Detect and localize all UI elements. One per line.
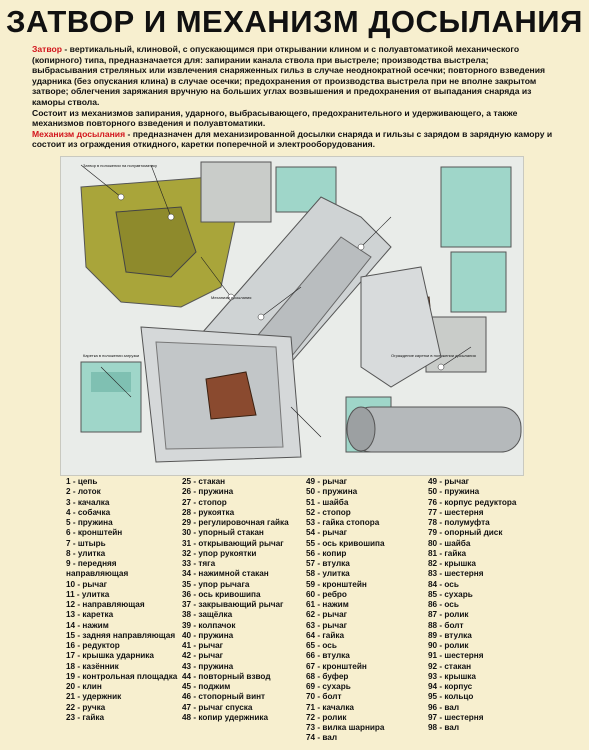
legend-item: 48 - копир удержника (182, 712, 269, 722)
legend-item: 12 - направляющая (66, 600, 145, 609)
mechanism-illustration (60, 156, 524, 476)
legend-item: 91 - шестерня (428, 651, 484, 661)
intro-paragraph-composition: Состоит из механизмов запирания, ударного, выбрасывающего, предохранительного и удерживающего, а также механизмов повторного взведения и полуавтоматики. (32, 107, 518, 129)
legend-item: 21 - удержник (66, 692, 122, 702)
legend-item: 97 - шестерня (428, 712, 484, 722)
legend-item: 77 - шестерня (428, 507, 484, 517)
legend-item: 47 - рычаг спуска (182, 702, 253, 712)
legend-item: 66 - втулка (306, 651, 350, 661)
legend-item: 68 - буфер (306, 671, 349, 681)
intro-text (32, 44, 556, 150)
legend-item: 32 - упор рукоятки (182, 548, 257, 558)
legend-item: 14 - нажим (66, 620, 109, 630)
legend-item: 71 - качалка (306, 702, 354, 712)
legend-item: 18 - казённик (66, 661, 119, 671)
legend-item: 38 - защёлка (182, 610, 233, 620)
legend-item: 73 - вилка шарнира (306, 723, 385, 732)
legend-item: 49 - рычаг (428, 477, 470, 486)
legend-item: 54 - рычаг (306, 528, 348, 538)
legend-item: 82 - крышка (428, 559, 476, 568)
legend-item: 59 - кронштейн (306, 579, 367, 589)
legend-item: 94 - корпус (428, 682, 473, 691)
legend-item: 8 - улитка (66, 548, 106, 558)
label-rammer: Механизм досылания (211, 295, 252, 300)
legend-item: 27 - стопор (182, 497, 227, 507)
legend-column-1 (66, 477, 181, 723)
legend-item: 3 - качалка (66, 497, 110, 507)
legend-item: 61 - нажим (306, 600, 349, 609)
term-bolt: Затвор (32, 44, 63, 54)
legend-item: 65 - ось (306, 641, 337, 650)
intro-paragraph-rammer (32, 129, 556, 150)
legend-item: 20 - клин (66, 682, 102, 691)
legend-item: 43 - пружина (182, 661, 234, 671)
legend-item: 50 - пружина (428, 487, 480, 497)
legend-item: 13 - каретка (66, 610, 114, 620)
legend-column-3 (306, 477, 426, 744)
legend-item: 84 - ось (428, 579, 459, 589)
legend-item: 53 - гайка стопора (306, 518, 380, 527)
legend-item: 87 - ролик (428, 610, 469, 620)
legend-item: 41 - рычаг (182, 641, 224, 650)
legend-item: 70 - болт (306, 692, 342, 702)
legend-item: 50 - пружина (306, 487, 358, 497)
legend-item: 74 - вал (306, 733, 338, 743)
legend-item: 46 - стопорный винт (182, 692, 266, 702)
label-carriage-loading: Каретка в положении загрузки (83, 353, 140, 358)
legend-item: 76 - корпус редуктора (428, 497, 517, 507)
legend-item: 90 - ролик (428, 641, 469, 650)
legend-item: 4 - собачка (66, 507, 111, 517)
legend-column-4 (428, 477, 543, 733)
intro-paragraph-bolt (32, 44, 556, 108)
legend-item: 78 - полумуфта (428, 518, 490, 527)
legend-item: 79 - опорный диск (428, 528, 503, 538)
legend-item: 69 - сухарь (306, 682, 351, 691)
legend-item: 31 - открывающий рычаг (182, 538, 284, 548)
legend-item: 10 - рычаг (66, 579, 108, 589)
legend-item: 15 - задняя направляющая (66, 630, 176, 640)
legend-item: 49 - рычаг (306, 477, 348, 486)
legend-item: 33 - тяга (182, 559, 216, 568)
legend-item: 98 - вал (428, 723, 460, 732)
rammer-description: - предназначен для механизированной досылки снаряда и гильзы с зарядом в зарядную камору и состоит из ограждения откидного, каретки поперечной и электрооборудования. (32, 128, 553, 150)
legend-item: 52 - стопор (306, 507, 351, 517)
legend-item: 9 - передняя направляющая (66, 559, 129, 579)
legend-column-2 (182, 477, 307, 723)
bolt-description: - вертикальный, клиновой, с опускающимся при открывании клином и с полуавтоматикой механического (копирного) типа, предназначается для: запирании канала ствола при выстреле; производства выстрела; выбрасывания стреляных или извлечения снаряженных гильз в случае неоднократной осечки; повторного взведения ударника (без опускания клина) в случае осечки; предохранения от производства выстрела при не вполне закрытом затворе; облегчения заряжания вручную на больших углах возвышения и предохранения от выпадания снаряда из каморы ствола. (32, 44, 546, 107)
legend-item: 85 - сухарь (428, 589, 473, 599)
legend-item: 64 - гайка (306, 630, 345, 640)
legend-item: 67 - кронштейн (306, 661, 367, 671)
label-bolt-semiauto: Затвор в положении на полуавтоматику (83, 163, 157, 168)
legend-item: 60 - ребро (306, 589, 347, 599)
parts-legend (66, 477, 536, 749)
legend-item: 89 - втулка (428, 630, 472, 640)
legend-item: 80 - шайба (428, 538, 471, 548)
legend-item: 7 - штырь (66, 538, 106, 548)
legend-item: 55 - ось кривошипа (306, 538, 385, 548)
term-rammer: Механизм досылания (32, 128, 126, 139)
mechanism-drawing (61, 157, 523, 475)
legend-item: 36 - ось кривошипа (182, 589, 261, 599)
legend-item: 86 - ось (428, 600, 459, 609)
legend-item: 22 - ручка (66, 702, 106, 712)
legend-item: 25 - стакан (182, 477, 226, 486)
legend-item: 34 - нажимной стакан (182, 569, 269, 579)
legend-item: 93 - крышка (428, 671, 476, 681)
legend-item: 44 - повторный взвод (182, 671, 271, 681)
legend-item: 72 - ролик (306, 712, 347, 722)
legend-item: 45 - поджим (182, 682, 231, 691)
legend-item: 51 - шайба (306, 497, 349, 507)
legend-item: 63 - рычаг (306, 620, 348, 630)
legend-item: 37 - закрывающий рычаг (182, 600, 284, 609)
legend-item: 81 - гайка (428, 548, 467, 558)
legend-item: 58 - улитка (306, 569, 350, 579)
label-carriage-guard: Ограждение каретки в положении досылания (391, 353, 476, 358)
legend-item: 42 - рычаг (182, 651, 224, 661)
legend-item: 62 - рычаг (306, 610, 348, 620)
legend-item: 83 - шестерня (428, 569, 484, 579)
legend-item: 6 - кронштейн (66, 528, 123, 538)
legend-item: 11 - улитка (66, 589, 110, 599)
legend-item: 2 - лоток (66, 487, 101, 497)
legend-item: 17 - крышка ударника (66, 651, 154, 661)
legend-item: 88 - болт (428, 620, 464, 630)
legend-item: 23 - гайка (66, 712, 105, 722)
legend-item: 56 - копир (306, 548, 347, 558)
legend-item: 5 - пружина (66, 518, 113, 527)
legend-item: 19 - контрольная площадка (66, 671, 178, 681)
legend-item: 1 - цепь (66, 477, 98, 486)
legend-item: 92 - стакан (428, 661, 472, 671)
page-title: ЗАТВОР И МЕХАНИЗМ ДОСЫЛАНИЯ (6, 4, 583, 39)
legend-item: 30 - упорный стакан (182, 528, 264, 538)
legend-item: 35 - упор рычага (182, 579, 250, 589)
legend-item: 16 - редуктор (66, 641, 120, 650)
legend-item: 40 - пружина (182, 630, 234, 640)
legend-item: 96 - вал (428, 702, 460, 712)
legend-item: 26 - пружина (182, 487, 234, 497)
legend-item: 29 - регулировочная гайка (182, 518, 289, 527)
legend-item: 57 - втулка (306, 559, 350, 568)
legend-item: 39 - колпачок (182, 620, 236, 630)
legend-item: 95 - кольцо (428, 692, 474, 702)
legend-item: 28 - рукоятка (182, 507, 235, 517)
